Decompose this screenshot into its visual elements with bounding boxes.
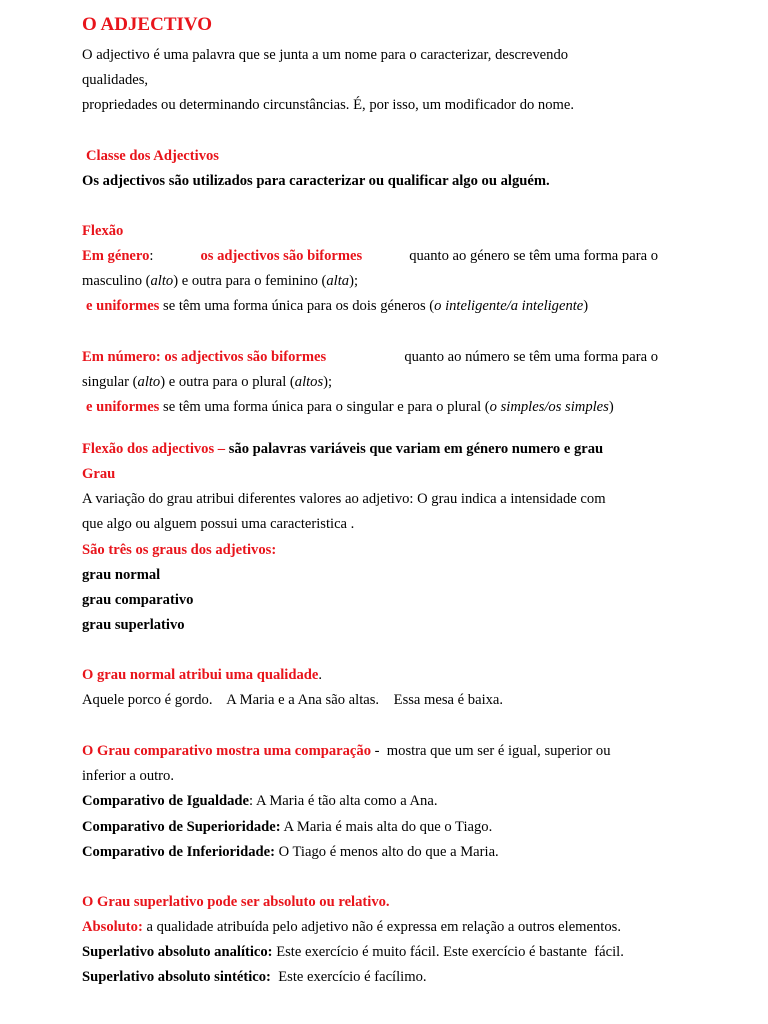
- genero-example-alta: alta: [326, 273, 350, 289]
- flexao-adjectivos-line: [82, 440, 603, 458]
- numero-rest: quanto ao número se têm uma forma para o: [404, 349, 658, 365]
- comparativo-heading-line: O Grau comparativo mostra uma comparação - mostra que um ser é igual, superior ou: [82, 743, 611, 759]
- graus-heading: São três os graus dos adjetivos:: [82, 542, 277, 558]
- numero-uniformes-label: e uniformes: [86, 399, 160, 415]
- genero-uniformes-example: o inteligente/a inteligente: [434, 298, 584, 314]
- grau-line-1: A variação do grau atribui diferentes valores ao adjetivo: O grau indica a intensidade com: [82, 491, 606, 507]
- numero-example-alto: alto: [137, 374, 161, 390]
- genero-colon: :: [149, 248, 154, 264]
- grau-heading: Grau: [82, 466, 116, 482]
- superlativo-sintetico: Superlativo absoluto sintético: Este exercício é facílimo.: [82, 969, 427, 985]
- document-title: O ADJECTIVO: [82, 14, 213, 35]
- genero-biformes: os adjectivos são biformes: [200, 248, 363, 264]
- numero-line-2: singular (alto) e outra para o plural (altos);: [82, 374, 333, 390]
- comparativo-inferioridade: Comparativo de Inferioridade: O Tiago é menos alto do que a Maria.: [82, 844, 499, 860]
- genero-line-1: [82, 247, 658, 265]
- classe-heading: Classe dos Adjectivos: [86, 148, 219, 164]
- grau-item-normal: grau normal: [82, 567, 161, 583]
- comparativo-line-2: inferior a outro.: [82, 768, 174, 784]
- normal-examples: Aquele porco é gordo. A Maria e a Ana são altas. Essa mesa é baixa.: [82, 692, 504, 708]
- superlativo-absoluto: Absoluto: a qualidade atribuída pelo adjetivo não é expressa em relação a outros elementos.: [82, 919, 621, 935]
- genero-rest: quanto ao género se têm uma forma para o: [409, 248, 658, 264]
- superlativo-heading: O Grau superlativo pode ser absoluto ou relativo.: [82, 894, 390, 910]
- superlativo-analitico: Superlativo absoluto analítico: Este exercício é muito fácil. Este exercício é bastante fácil.: [82, 944, 624, 960]
- genero-uniformes-label: e uniformes: [86, 298, 160, 314]
- classe-text: Os adjectivos são utilizados para caracterizar ou qualificar algo ou alguém.: [82, 173, 550, 189]
- grau-line-2: que algo ou alguem possui uma caracteristica .: [82, 516, 355, 532]
- grau-item-superlativo: grau superlativo: [82, 617, 185, 633]
- comparativo-superioridade: Comparativo de Superioridade: A Maria é mais alta do que o Tiago.: [82, 819, 493, 835]
- flexao-adjectivos-text: são palavras variáveis que variam em género numero e grau: [228, 441, 604, 457]
- comparativo-igualdade: Comparativo de Igualdade: A Maria é tão alta como a Ana.: [82, 793, 438, 809]
- normal-heading-line: O grau normal atribui uma qualidade.: [82, 667, 323, 683]
- genero-line-2: masculino (alto) e outra para o feminino (alta);: [82, 273, 358, 289]
- numero-example-altos: altos: [294, 374, 324, 390]
- comparativo-heading: O Grau comparativo mostra uma comparação: [82, 743, 371, 759]
- numero-line-1: [82, 348, 658, 366]
- grau-item-comparativo: grau comparativo: [82, 592, 194, 608]
- flexao-heading: Flexão: [82, 223, 124, 239]
- numero-biformes: Em número: os adjectivos são biformes: [82, 349, 327, 365]
- genero-uniformes-line: e uniformes se têm uma forma única para os dois géneros (o inteligente/a inteligente): [86, 298, 589, 314]
- genero-example-alto: alto: [150, 273, 174, 289]
- intro-line-3: propriedades ou determinando circunstâncias. É, por isso, um modificador do nome.: [82, 97, 575, 113]
- genero-label: Em género: [82, 248, 150, 264]
- numero-uniformes-example: o simples/os simples: [489, 399, 609, 415]
- flexao-adjectivos-label: Flexão dos adjectivos –: [82, 441, 229, 457]
- intro-line-2: qualidades,: [82, 72, 149, 88]
- intro-line-1: O adjectivo é uma palavra que se junta a um nome para o caracterizar, descrevendo: [82, 47, 569, 63]
- numero-uniformes-line: e uniformes se têm uma forma única para o singular e para o plural (o simples/os simples): [86, 399, 614, 415]
- normal-heading: O grau normal atribui uma qualidade: [82, 667, 319, 683]
